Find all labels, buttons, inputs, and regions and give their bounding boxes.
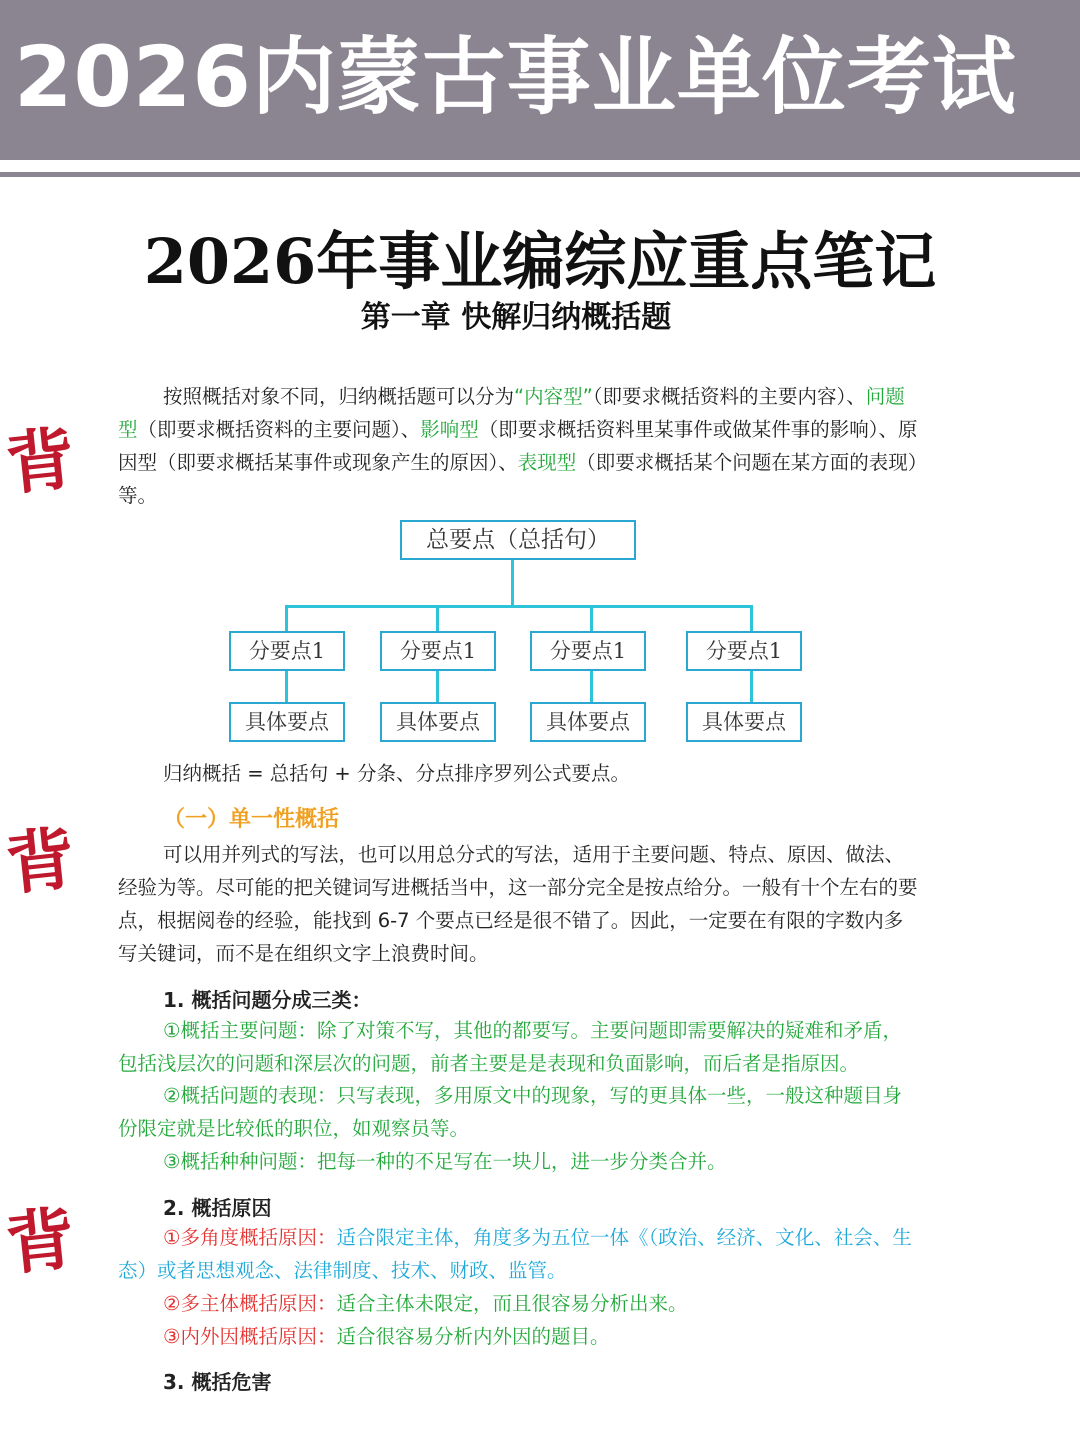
- stamp-bei-2: 背: [2, 818, 79, 906]
- connector: [590, 669, 593, 703]
- point-text: 适合很容易分析内外因的题目。: [336, 1325, 610, 1348]
- item2-point-b: [118, 1287, 918, 1320]
- document-title: 2026年事业编综应重点笔记: [143, 225, 937, 298]
- branch-node: 分要点1: [229, 631, 345, 671]
- intro-text: （即要求概括某个问题在某方面的表现）等。: [118, 451, 918, 507]
- connector: [436, 669, 439, 703]
- intro-paragraph: [118, 380, 918, 512]
- intro-text: （即要求概括资料的主要内容）、: [592, 385, 866, 408]
- point-text: 适合限定主体，角度多为五位一体《（政治、经济、文化、社会、生态）或者思想观念、法律制度、技术、财政、监管。: [118, 1226, 912, 1282]
- leaf-node: 具体要点: [380, 702, 496, 742]
- connector: [285, 669, 288, 703]
- intro-text: （即要求概括资料的主要问题）、: [137, 418, 421, 441]
- connector: [285, 605, 288, 632]
- item1-point-c: ③概括种种问题：把每一种的不足写在一块儿，进一步分类合并。: [163, 1150, 727, 1173]
- type-impact: 影响型: [420, 418, 479, 441]
- leaf-node: 具体要点: [686, 702, 802, 742]
- item3-heading: 3. 概括危害: [163, 1370, 272, 1394]
- item1-point-b: ②概括问题的表现：只写表现，多用原文中的现象，写的更具体一些，一般这种题目身份限定就是比较低的职位，如观察员等。: [118, 1084, 902, 1140]
- point-text: 适合主体未限定，而且很容易分析出来。: [336, 1292, 688, 1315]
- intro-text: 按照概括对象不同，归纳概括题可以分为: [163, 385, 515, 408]
- branch-node: 分要点1: [380, 631, 496, 671]
- item1-point-a: ①概括主要问题：除了对策不写，其他的都要写。主要问题即需要解决的疑难和矛盾，包括浅层次的问题和深层次的问题，前者主要是是表现和负面影响，而后者是指原因。: [118, 1019, 902, 1075]
- chapter-title: 第一章 快解归纳概括题: [360, 300, 672, 335]
- banner-title: 2026内蒙古事业单位考试: [14, 28, 1017, 126]
- connector: [511, 558, 514, 606]
- type-problem: 问题型: [118, 385, 905, 441]
- type-content: “内容型”: [514, 385, 593, 408]
- connector: [436, 605, 439, 632]
- leaf-node: 具体要点: [530, 702, 646, 742]
- root-node: 总要点（总括句）: [400, 520, 636, 560]
- connector: [750, 605, 753, 632]
- section-heading: （一）单一性概括: [163, 807, 340, 832]
- type-performance: 表现型: [517, 451, 577, 474]
- item2-heading: 2. 概括原因: [163, 1196, 272, 1220]
- divider: [0, 172, 1080, 177]
- section-body: 可以用并列式的写法，也可以用总分式的写法，适用于主要问题、特点、原因、做法、经验为等。尽可能的把关键词写进概括当中，这一部分完全是按点给分。一般有十个左右的要点，根据阅卷的经验，能找到 6-7 个要点已经是很不错了。因此，一定要在有限的字数内多写关键词，而不是在组织文字上浪费时间。: [118, 843, 918, 965]
- item1-heading: 1. 概括问题分成三类：: [163, 988, 372, 1012]
- connector: [285, 605, 753, 608]
- intro-text: （即要求概括资料里某事件或做某件事的影响）、原因型（即要求概括某事件或现象产生的原因）、: [118, 418, 918, 474]
- leaf-node: 具体要点: [229, 702, 345, 742]
- stamp-bei-1: 背: [2, 418, 79, 506]
- item2-point-c: [118, 1320, 918, 1353]
- connector: [750, 669, 753, 703]
- item2-point-a: [118, 1221, 918, 1287]
- point-label: ③内外因概括原因：: [163, 1325, 337, 1348]
- stamp-bei-3: 背: [2, 1198, 79, 1286]
- formula-text: 归纳概括 = 总括句 + 分条、分点排序罗列公式要点。: [163, 762, 630, 785]
- branch-node: 分要点1: [530, 631, 646, 671]
- connector: [590, 605, 593, 632]
- top-banner: [0, 0, 1080, 160]
- branch-node: 分要点1: [686, 631, 802, 671]
- point-label: ②多主体概括原因：: [163, 1292, 337, 1315]
- point-label: ①多角度概括原因：: [163, 1226, 337, 1249]
